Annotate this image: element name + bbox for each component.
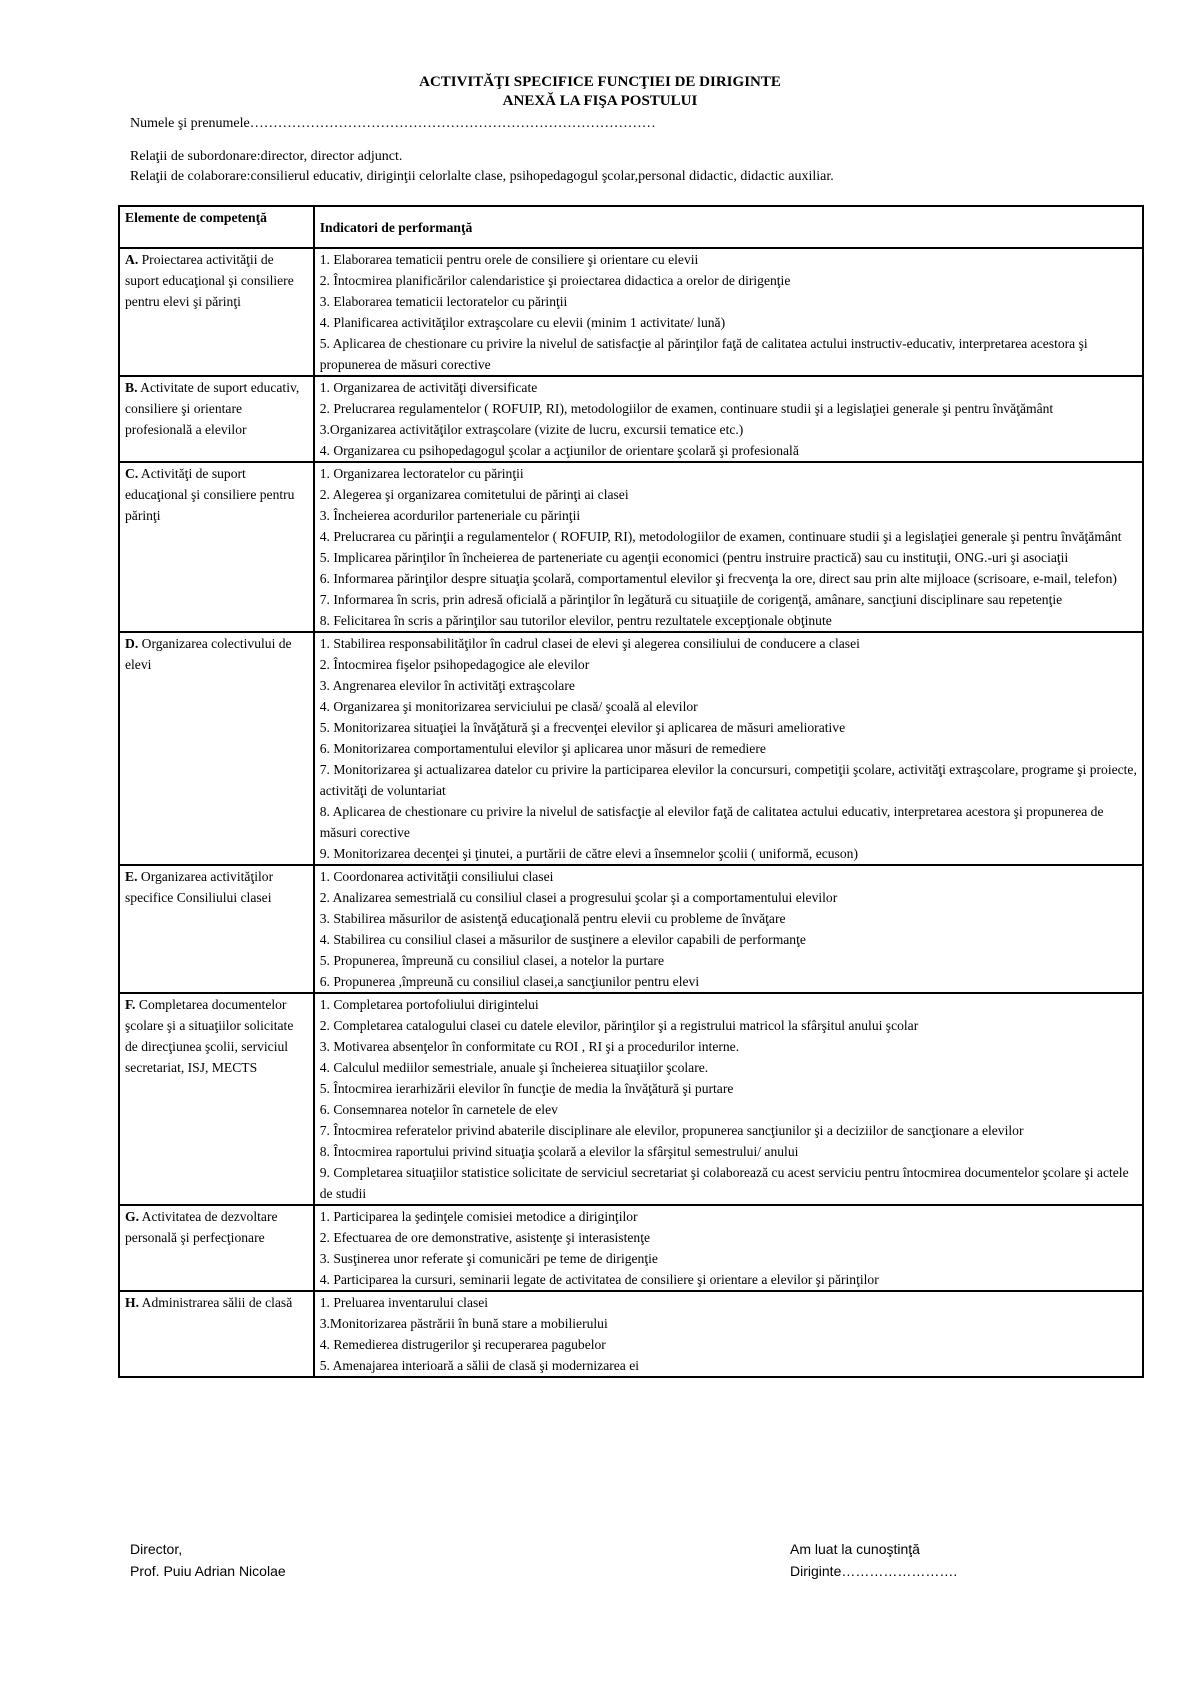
- indicator-item: 7. Întocmirea referatelor privind abaterile disciplinare ale elevilor, propunerea sancţiunilor şi a deciziilor de sancţionare a elevilor: [319, 1123, 1024, 1138]
- table-row: [119, 632, 1143, 865]
- indicators-cell: [314, 993, 1143, 1205]
- indicators-cell: [314, 376, 1143, 462]
- indicator-item: 5. Propunerea, împreună cu consiliul clasei, a notelor la purtare: [319, 953, 664, 968]
- competency-cell: [119, 248, 314, 376]
- table-row: [119, 248, 1143, 376]
- indicator-item: 4. Organizarea şi monitorizarea serviciului pe clasă/ şcoală al elevilor: [319, 699, 698, 714]
- competency-text: Completarea documentelor şcolare şi a situaţiilor solicitate de direcţiunea şcolii, serviciul secretariat, ISJ, MECTS: [125, 997, 294, 1075]
- subordination-line: Relaţii de subordonare:director, director adjunct.: [130, 149, 403, 164]
- indicator-item: 5. Amenajarea interioară a sălii de clasă şi modernizarea ei: [319, 1358, 640, 1373]
- indicator-item: 5. Întocmirea ierarhizării elevilor în funcţie de media la învăţătură şi purtare: [319, 1081, 734, 1096]
- table-body: [119, 248, 1143, 1377]
- indicator-item: 6. Monitorizarea comportamentului elevilor şi aplicarea unor măsuri de remediere: [319, 741, 766, 756]
- competency-text: Proiectarea activităţii de suport educaţional şi consiliere pentru elevi şi părinţi: [125, 252, 294, 309]
- competency-text: Activitatea de dezvoltare personală şi perfecţionare: [125, 1209, 278, 1245]
- diriginte-signature-line: Diriginte…………………….: [790, 1563, 958, 1579]
- indicator-item: 3. Susţinerea unor referate şi comunicări pe teme de dirigenţie: [319, 1251, 658, 1266]
- indicator-item: 2. Prelucrarea regulamentelor ( ROFUIP, RI), metodologiilor de examen, continuare studii şi a legislaţiei generale şi pentru învăţământ: [319, 401, 1054, 416]
- document-title: ACTIVITĂŢI SPECIFICE FUNCŢIEI DE DIRIGINTE: [419, 74, 781, 90]
- indicator-item: 9. Completarea situaţiilor statistice solicitate de serviciul secretariat şi colaborează cu acest serviciu pentru întocmirea documentelor şcolare şi actele de studii: [319, 1165, 1129, 1201]
- competency-letter: A.: [125, 252, 139, 267]
- indicator-item: 2. Întocmirea fişelor psihopedagogice ale elevilor: [319, 657, 590, 672]
- footer-right: [790, 1538, 957, 1582]
- indicator-item: 3. Elaborarea tematicii lectoratelor cu părinţii: [319, 294, 568, 309]
- column-header-indicators: Indicatori de performanţă: [314, 206, 1143, 248]
- indicator-item: 1. Completarea portofoliului dirigintelui: [319, 997, 539, 1012]
- indicator-item: 3.Monitorizarea păstrării în bună stare a mobilierului: [319, 1316, 608, 1331]
- table-row: [119, 993, 1143, 1205]
- indicator-item: 2. Întocmirea planificărilor calendaristice şi proiectarea didactica a orelor de dirigenţie: [319, 273, 791, 288]
- footer-left: [130, 1538, 286, 1582]
- table-header-row: [119, 206, 1143, 248]
- competency-cell: [119, 632, 314, 865]
- competency-letter: G.: [125, 1209, 139, 1224]
- competency-text: Activitate de suport educativ, consiliere şi orientare profesională a elevilor: [125, 380, 300, 437]
- indicator-item: 4. Remedierea distrugerilor şi recuperarea pagubelor: [319, 1337, 606, 1352]
- indicator-item: 6. Consemnarea notelor în carnetele de elev: [319, 1102, 558, 1117]
- indicator-item: 1. Elaborarea tematicii pentru orele de consiliere şi orientare cu elevii: [319, 252, 699, 267]
- competency-cell: [119, 462, 314, 632]
- indicator-item: 2. Alegerea şi organizarea comitetului de părinţi ai clasei: [319, 487, 629, 502]
- indicator-item: 3. Încheierea acordurilor parteneriale cu părinţii: [319, 508, 581, 523]
- competency-cell: [119, 376, 314, 462]
- indicator-item: 1. Organizarea lectoratelor cu părinţii: [319, 466, 524, 481]
- indicator-item: 1. Organizarea de activităţi diversificate: [319, 380, 538, 395]
- indicator-item: 4. Participarea la cursuri, seminarii legate de activitatea de consiliere şi orientare a elevilor şi părinţilor: [319, 1272, 879, 1287]
- indicator-item: 1. Participarea la şedinţele comisiei metodice a diriginţilor: [319, 1209, 638, 1224]
- name-line: Numele şi prenumele……………………………………………………………………………: [130, 116, 656, 131]
- competency-letter: D.: [125, 636, 139, 651]
- indicator-item: 1. Preluarea inventarului clasei: [319, 1295, 489, 1310]
- competency-letter: B.: [125, 380, 138, 395]
- indicators-cell: [314, 462, 1143, 632]
- competency-cell: [119, 1291, 314, 1377]
- indicator-item: 9. Monitorizarea decenţei şi ţinutei, a purtării de către elevi a însemnelor şcolii ( uniformă, ecuson): [319, 846, 858, 861]
- competency-table: [118, 205, 1144, 1378]
- indicators-cell: [314, 632, 1143, 865]
- indicator-item: 3. Motivarea absenţelor în conformitate cu ROI , RI şi a procedurilor interne.: [319, 1039, 740, 1054]
- competency-letter: C.: [125, 466, 139, 481]
- table-row: [119, 462, 1143, 632]
- indicator-item: 1. Coordonarea activităţii consiliului clasei: [319, 869, 554, 884]
- indicator-item: 3.Organizarea activităţilor extraşcolare (vizite de lucru, excursii tematice etc.): [319, 422, 744, 437]
- table-row: [119, 1291, 1143, 1377]
- director-role: Director,: [130, 1541, 183, 1557]
- indicator-item: 8. Felicitarea în scris a părinţilor sau tutorilor elevilor, pentru rezultatele excepţionale obţinute: [319, 613, 832, 628]
- document-subtitle: ANEXĂ LA FIŞA POSTULUI: [502, 93, 698, 109]
- indicator-item: 4. Calculul mediilor semestriale, anuale şi încheierea situaţiilor şcolare.: [319, 1060, 709, 1075]
- indicator-item: 4. Planificarea activităţilor extraşcolare cu elevii (minim 1 activitate/ lună): [319, 315, 726, 330]
- indicator-item: 2. Efectuarea de ore demonstrative, asistenţe şi interasistenţe: [319, 1230, 651, 1245]
- table-row: [119, 376, 1143, 462]
- indicator-item: 3. Angrenarea elevilor în activităţi extraşcolare: [319, 678, 575, 693]
- competency-cell: [119, 865, 314, 993]
- indicator-item: 7. Informarea în scris, prin adresă oficială a părinţilor în legătură cu situaţiile de corigenţă, amânare, sancţiuni disciplinare sau repetenţie: [319, 592, 1063, 607]
- indicator-item: 5. Monitorizarea situaţiei la învăţătură şi a frecvenţei elevilor şi aplicarea de măsuri ameliorative: [319, 720, 846, 735]
- indicator-item: 4. Prelucrarea cu părinţii a regulamentelor ( ROFUIP, RI), metodologiilor de examen, continuare studii şi a legislaţiei generale şi pentru învăţământ: [319, 529, 1122, 544]
- table-row: [119, 865, 1143, 993]
- competency-cell: [119, 1205, 314, 1291]
- table-row: [119, 1205, 1143, 1291]
- indicator-item: 8. Întocmirea raportului privind situaţia şcolară a elevilor la sfârşitul semestrului/ anului: [319, 1144, 799, 1159]
- competency-letter: F.: [125, 997, 136, 1012]
- competency-cell: [119, 993, 314, 1205]
- indicator-item: 2. Analizarea semestrială cu consiliul clasei a progresului şcolar şi a comportamentului elevilor: [319, 890, 838, 905]
- indicator-item: 6. Propunerea ,împreună cu consiliul clasei,a sancţiunilor pentru elevi: [319, 974, 700, 989]
- acknowledgement-text: Am luat la cunoştinţă: [790, 1541, 920, 1557]
- indicators-cell: [314, 865, 1143, 993]
- indicator-item: 4. Organizarea cu psihopedagogul şcolar a acţiunilor de orientare şcolară şi profesională: [319, 443, 799, 458]
- indicator-item: 3. Stabilirea măsurilor de asistenţă educaţională pentru elevii cu probleme de învăţare: [319, 911, 786, 926]
- indicators-cell: [314, 1205, 1143, 1291]
- competency-text: Organizarea colectivului de elevi: [125, 636, 292, 672]
- indicator-item: 7. Monitorizarea şi actualizarea datelor cu privire la participarea elevilor la concursuri, competiţii şcolare, activităţi extraşcolare, programe şi proiecte, activităţi de voluntariat: [319, 762, 1137, 798]
- collaboration-line: Relaţii de colaborare:consilierul educativ, diriginţii celorlalte clase, psihopedagogul şcolar,personal didactic, didactic auxiliar.: [130, 169, 834, 184]
- competency-letter: H.: [125, 1295, 139, 1310]
- indicator-item: 5. Aplicarea de chestionare cu privire la nivelul de satisfacţie al părinţilor faţă de calitatea actului instructiv-educativ, interpretarea acestora şi propunerea de măsuri corective: [319, 336, 1088, 372]
- indicator-item: 1. Stabilirea responsabilităţilor în cadrul clasei de elevi şi alegerea consiliului de conducere a clasei: [319, 636, 860, 651]
- competency-letter: E.: [125, 869, 138, 884]
- indicator-item: 8. Aplicarea de chestionare cu privire la nivelul de satisfacţie al elevilor faţă de calitatea actului educativ, interpretarea acestora şi propunerea de măsuri corective: [319, 804, 1104, 840]
- competency-text: Activităţi de suport educaţional şi consiliere pentru părinţi: [125, 466, 295, 523]
- indicator-item: 6. Informarea părinţilor despre situaţia şcolară, comportamentul elevilor şi frecvenţa la ore, direct sau prin alte mijloace (scrisoare, e-mail, telefon): [319, 571, 1117, 586]
- indicator-item: 5. Implicarea părinţilor în încheierea de parteneriate cu agenţii economici (pentru instruire practică) sau cu instituţii, ONG.-uri şi asociaţii: [319, 550, 1069, 565]
- competency-text: Administrarea sălii de clasă: [141, 1295, 293, 1310]
- indicator-item: 2. Completarea catalogului clasei cu datele elevilor, părinţilor şi a registrului matricol la sfârşitul anului şcolar: [319, 1018, 919, 1033]
- indicators-cell: [314, 248, 1143, 376]
- indicators-cell: [314, 1291, 1143, 1377]
- competency-text: Organizarea activităţilor specifice Consiliului clasei: [125, 869, 274, 905]
- column-header-competency: Elemente de competenţă: [119, 206, 314, 248]
- indicator-item: 4. Stabilirea cu consiliul clasei a măsurilor de susţinere a elevilor capabili de performanţe: [319, 932, 806, 947]
- director-name: Prof. Puiu Adrian Nicolae: [130, 1563, 286, 1579]
